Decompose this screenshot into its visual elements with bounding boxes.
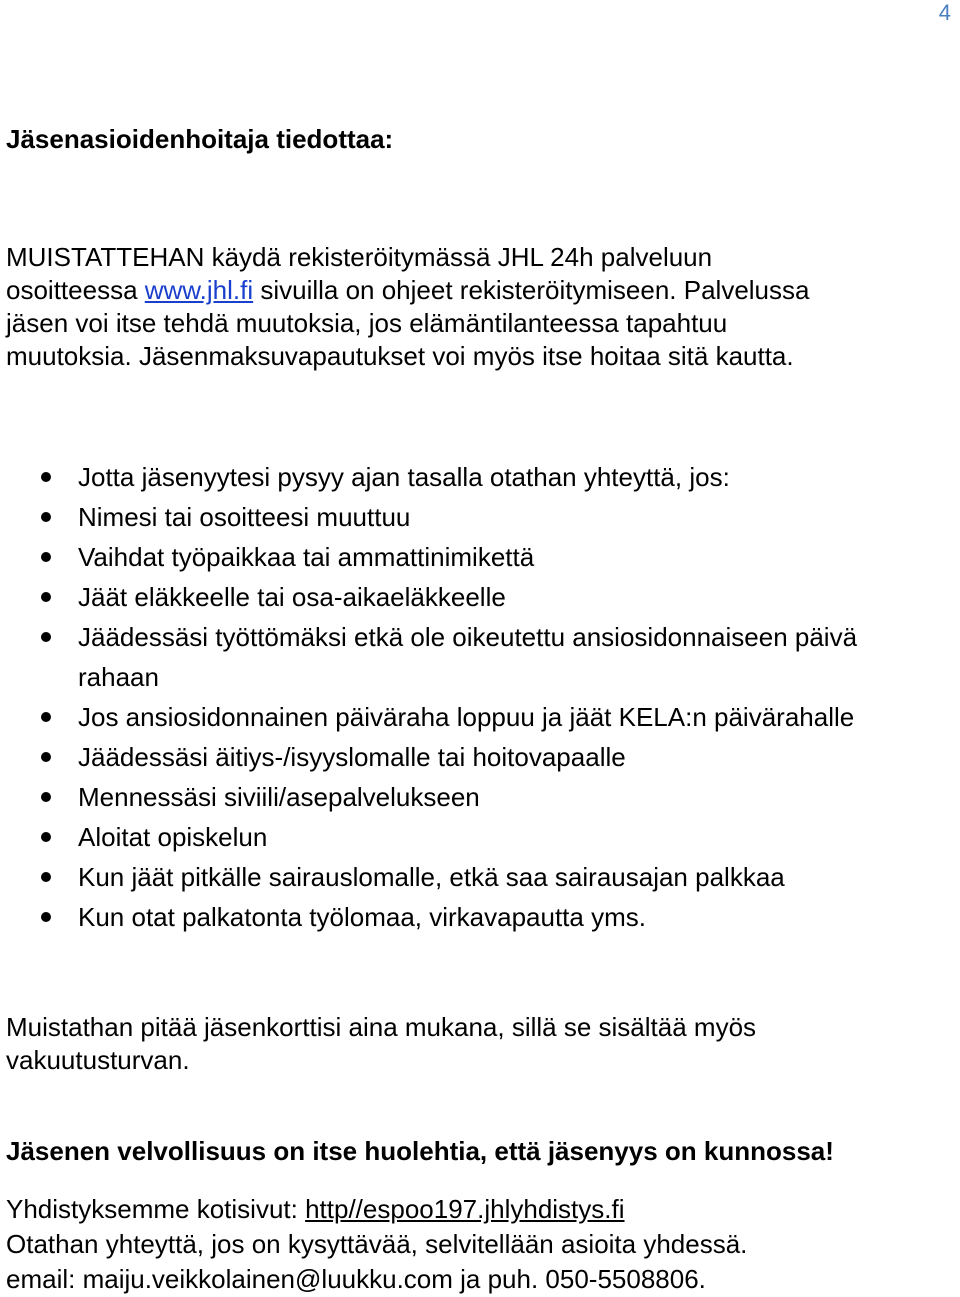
list-item <box>0 617 908 697</box>
list-item-text: Mennessäsi siviili/asepalvelukseen <box>78 782 480 812</box>
bullet-icon <box>41 752 51 762</box>
bullet-icon <box>41 872 51 882</box>
bullet-icon <box>41 632 51 642</box>
list-item <box>0 537 908 577</box>
intro-paragraph <box>6 241 809 373</box>
bullet-icon <box>41 912 51 922</box>
jhl-website-link[interactable]: www.jhl.fi <box>144 275 254 305</box>
list-item-text: Nimesi tai osoitteesi muuttuu <box>78 502 411 532</box>
homepage-line <box>6 1192 747 1227</box>
notification-conditions-list <box>0 457 908 937</box>
intro-line-2-rest: sivuilla on ohjeet rekisteröitymiseen. Palvelussa <box>253 275 810 305</box>
bullet-icon <box>41 832 51 842</box>
list-item <box>0 857 908 897</box>
bullet-icon <box>41 472 51 482</box>
list-item-text: Jäädessäsi äitiys-/isyyslomalle tai hoitovapaalle <box>78 742 626 772</box>
list-item <box>0 497 908 537</box>
intro-line-2-text: osoitteessa <box>6 275 145 305</box>
member-duty-notice: Jäsenen velvollisuus on itse huolehtia, että jäsenyys on kunnossa! <box>6 1136 834 1166</box>
list-item-text: Kun otat palkatonta työlomaa, virkavapautta yms. <box>78 902 646 932</box>
list-item <box>0 457 908 497</box>
list-item <box>0 897 908 937</box>
list-item-text: Jäädessäsi työttömäksi etkä ole oikeutettu ansiosidonnaiseen päivä rahaan <box>78 622 858 692</box>
intro-line-1: MUISTATTEHAN käydä rekisteröitymässä JHL 24h palveluun <box>6 242 713 272</box>
list-item <box>0 777 908 817</box>
list-item-text: Jotta jäsenyytesi pysyy ajan tasalla otathan yhteyttä, jos: <box>78 462 730 492</box>
homepage-label: Yhdistyksemme kotisivut: <box>6 1194 306 1224</box>
intro-line-2 <box>6 274 809 307</box>
list-item <box>0 697 908 737</box>
list-item-text: Jäät eläkkeelle tai osa-aikaeläkkeelle <box>78 582 506 612</box>
intro-line-3: jäsen voi itse tehdä muutoksia, jos elämäntilanteessa tapahtuu <box>6 308 728 338</box>
contact-line-3: email: maiju.veikkolainen@luukku.com ja puh. 050-5508806. <box>6 1264 706 1294</box>
homepage-link[interactable]: http//espoo197.jhlyhdistys.fi <box>305 1194 625 1224</box>
contact-info <box>6 1192 747 1297</box>
list-item <box>0 817 908 857</box>
bullet-icon <box>41 592 51 602</box>
intro-line-4: muutoksia. Jäsenmaksuvapautukset voi myös itse hoitaa sitä kautta. <box>6 341 794 371</box>
bullet-icon <box>41 712 51 722</box>
contact-line-2: Otathan yhteyttä, jos on kysyttävää, selvitellään asioita yhdessä. <box>6 1229 748 1259</box>
list-item <box>0 577 908 617</box>
page-number: 4 <box>938 0 951 25</box>
bullet-icon <box>41 792 51 802</box>
list-item-text: Kun jäät pitkälle sairauslomalle, etkä saa sairausajan palkkaa <box>78 862 785 892</box>
list-item-text: Vaihdat työpaikkaa tai ammattinimikettä <box>78 542 535 572</box>
bullet-icon <box>41 552 51 562</box>
list-item-text: Aloitat opiskelun <box>78 822 268 852</box>
page-title: Jäsenasioidenhoitaja tiedottaa: <box>6 124 394 154</box>
bullet-icon <box>41 512 51 522</box>
membership-card-reminder: Muistathan pitää jäsenkorttisi aina mukana, sillä se sisältää myös vakuutusturvan. <box>6 1012 757 1075</box>
list-item-text: Jos ansiosidonnainen päiväraha loppuu ja jäät KELA:n päivärahalle <box>78 702 855 732</box>
list-item <box>0 737 908 777</box>
